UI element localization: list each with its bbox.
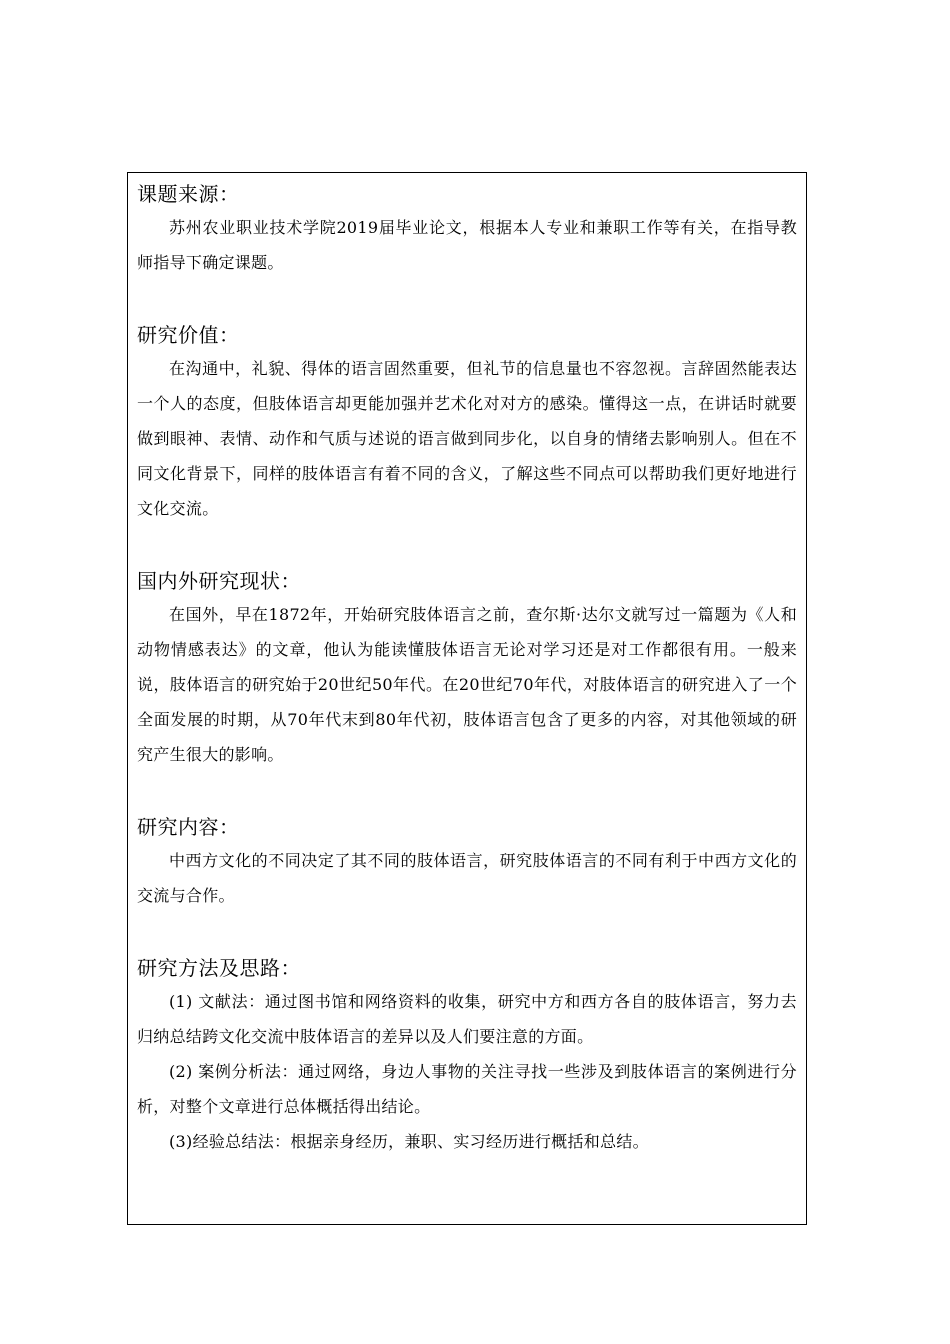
section-paragraph: 苏州农业职业技术学院2019届毕业论文，根据本人专业和兼职工作等有关，在指导教师指导下确定课题。 bbox=[137, 218, 797, 272]
section-heading: 研究方法及思路： bbox=[137, 956, 301, 980]
section-paragraph: 中西方文化的不同决定了其不同的肢体语言，研究肢体语言的不同有利于中西方文化的交流与合作。 bbox=[137, 851, 797, 905]
section-topic-source bbox=[137, 178, 797, 280]
section-research-method bbox=[137, 952, 797, 1159]
method-item-case-analysis: (2) 案例分析法：通过网络，身边人事物的关注寻找一些涉及到肢体语言的案例进行分析，对整个文章进行总体概括得出结论。 bbox=[137, 1062, 797, 1116]
section-research-value bbox=[137, 319, 797, 526]
section-research-content bbox=[137, 811, 797, 913]
method-item-literature: (1) 文献法：通过图书馆和网络资料的收集，研究中方和西方各自的肢体语言，努力去归纳总结跨文化交流中肢体语言的差异以及人们要注意的方面。 bbox=[137, 992, 797, 1046]
section-paragraph: 在沟通中，礼貌、得体的语言固然重要，但礼节的信息量也不容忽视。言辞固然能表达一个人的态度，但肢体语言却更能加强并艺术化对对方的感染。懂得这一点，在讲话时就要做到眼神、表情、动作和气质与述说的语言做到同步化，以自身的情绪去影响别人。但在不同文化背景下，同样的肢体语言有着不同的含义，了解这些不同点可以帮助我们更好地进行文化交流。 bbox=[137, 359, 797, 518]
section-heading: 研究内容： bbox=[137, 815, 240, 839]
section-heading: 课题来源： bbox=[137, 182, 240, 206]
section-heading: 研究价值： bbox=[137, 323, 240, 347]
section-heading: 国内外研究现状： bbox=[137, 569, 301, 593]
method-item-experience: (3)经验总结法：根据亲身经历，兼职、实习经历进行概括和总结。 bbox=[169, 1132, 649, 1151]
form-table-frame bbox=[127, 172, 807, 1225]
section-paragraph: 在国外，早在1872年，开始研究肢体语言之前，查尔斯·达尔文就写过一篇题为《人和动物情感表达》的文章，他认为能读懂肢体语言无论对学习还是对工作都很有用。一般来说，肢体语言的研究始于20世纪50年代。在20世纪70年代，对肢体语言的研究进入了一个全面发展的时期，从70年代末到80年代初，肢体语言包含了更多的内容，对其他领域的研究产生很大的影响。 bbox=[137, 605, 797, 764]
section-research-status bbox=[137, 565, 797, 772]
